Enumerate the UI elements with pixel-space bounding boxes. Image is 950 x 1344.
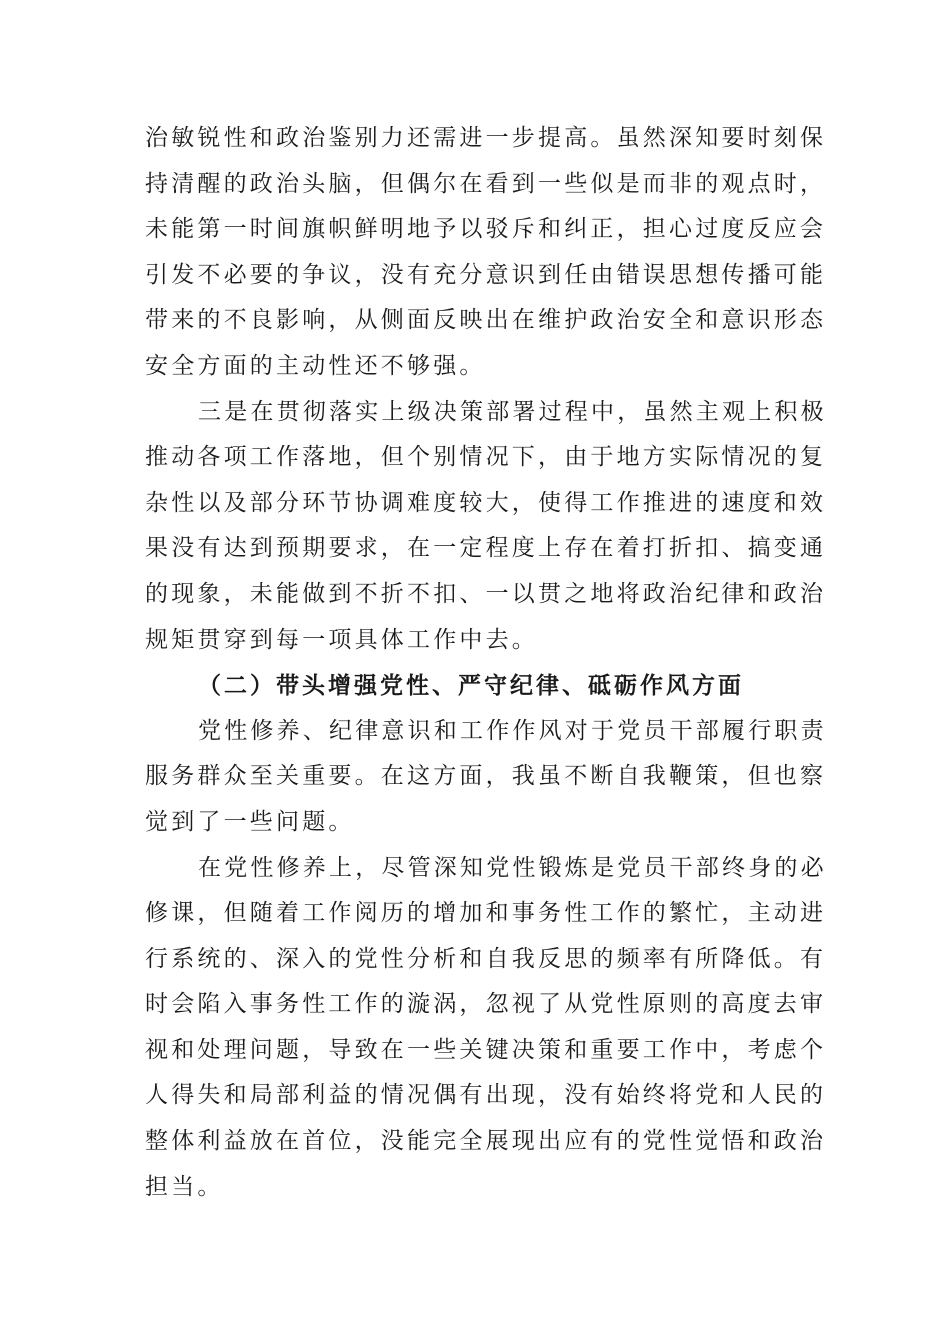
text-line: 安全方面的主动性还不够强。	[145, 352, 486, 379]
text-line: 时会陷入事务性工作的漩涡，忽视了从党性原则的高度去审	[145, 991, 827, 1018]
text-line: 规矩贯穿到每一项具体工作中去。	[145, 626, 538, 653]
text-line: 推动各项工作落地，但个别情况下，由于地方实际情况的复	[145, 444, 827, 471]
text-line: 行系统的、深入的党性分析和自我反思的频率有所降低。有	[145, 945, 827, 972]
text-line: 整体利益放在首位，没能完全展现出应有的党性觉悟和政治	[145, 1128, 827, 1155]
text-line: 修课，但随着工作阅历的增加和事务性工作的繁忙，主动进	[145, 900, 827, 927]
text-line: 人得失和局部利益的情况偶有出现，没有始终将党和人民的	[145, 1082, 827, 1109]
paragraph-first-line: 党性修养、纪律意识和工作作风对于党员干部履行职责	[198, 717, 827, 744]
text-line: 视和处理问题，导致在一些关键决策和重要工作中，考虑个	[145, 1036, 827, 1063]
text-line: 引发不必要的争议，没有充分意识到任由错误思想传播可能	[145, 261, 827, 288]
text-line: 持清醒的政治头脑，但偶尔在看到一些似是而非的观点时，	[145, 170, 827, 197]
text-line: 服务群众至关重要。在这方面，我虽不断自我鞭策，但也察	[145, 763, 827, 790]
text-line: 未能第一时间旗帜鲜明地予以驳斥和纠正，担心过度反应会	[145, 216, 827, 243]
text-line: 治敏锐性和政治鉴别力还需进一步提高。虽然深知要时刻保	[145, 125, 827, 151]
paragraph-first-line: 在党性修养上，尽管深知党性锻炼是党员干部终身的必	[198, 854, 827, 881]
text-line: 担当。	[145, 1173, 224, 1200]
text-line: 觉到了一些问题。	[145, 808, 355, 835]
text-line: 带来的不良影响，从侧面反映出在维护政治安全和意识形态	[145, 307, 827, 334]
paragraph-first-line: 三是在贯彻落实上级决策部署过程中，虽然主观上积极	[198, 398, 827, 425]
text-line: 果没有达到预期要求，在一定程度上存在着打折扣、搞变通	[145, 535, 827, 562]
text-line: 的现象，未能做到不折不扣、一以贯之地将政治纪律和政治	[145, 580, 827, 607]
text-line: 杂性以及部分环节协调难度较大，使得工作推进的速度和效	[145, 489, 827, 516]
document-body	[145, 116, 827, 1210]
section-heading: （二）带头增强党性、严守纪律、砥砺作风方面	[198, 672, 744, 700]
